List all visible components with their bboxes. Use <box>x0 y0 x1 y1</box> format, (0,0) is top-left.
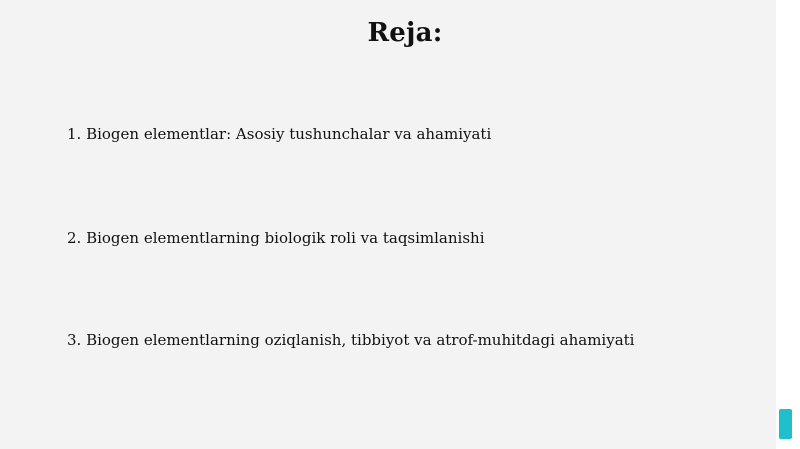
scrollbar-thumb[interactable] <box>779 409 792 439</box>
scrollbar-track[interactable] <box>776 0 800 449</box>
slide-title: Reja: <box>367 18 443 48</box>
plan-item: 3. Biogen elementlarning oziqlanish, tibbiyot va atrof-muhitdagi ahamiyati <box>67 331 635 349</box>
plan-item: 1. Biogen elementlar: Asosiy tushunchalar va ahamiyati <box>67 125 492 143</box>
plan-item: 2. Biogen elementlarning biologik roli va taqsimlanishi <box>67 229 485 247</box>
